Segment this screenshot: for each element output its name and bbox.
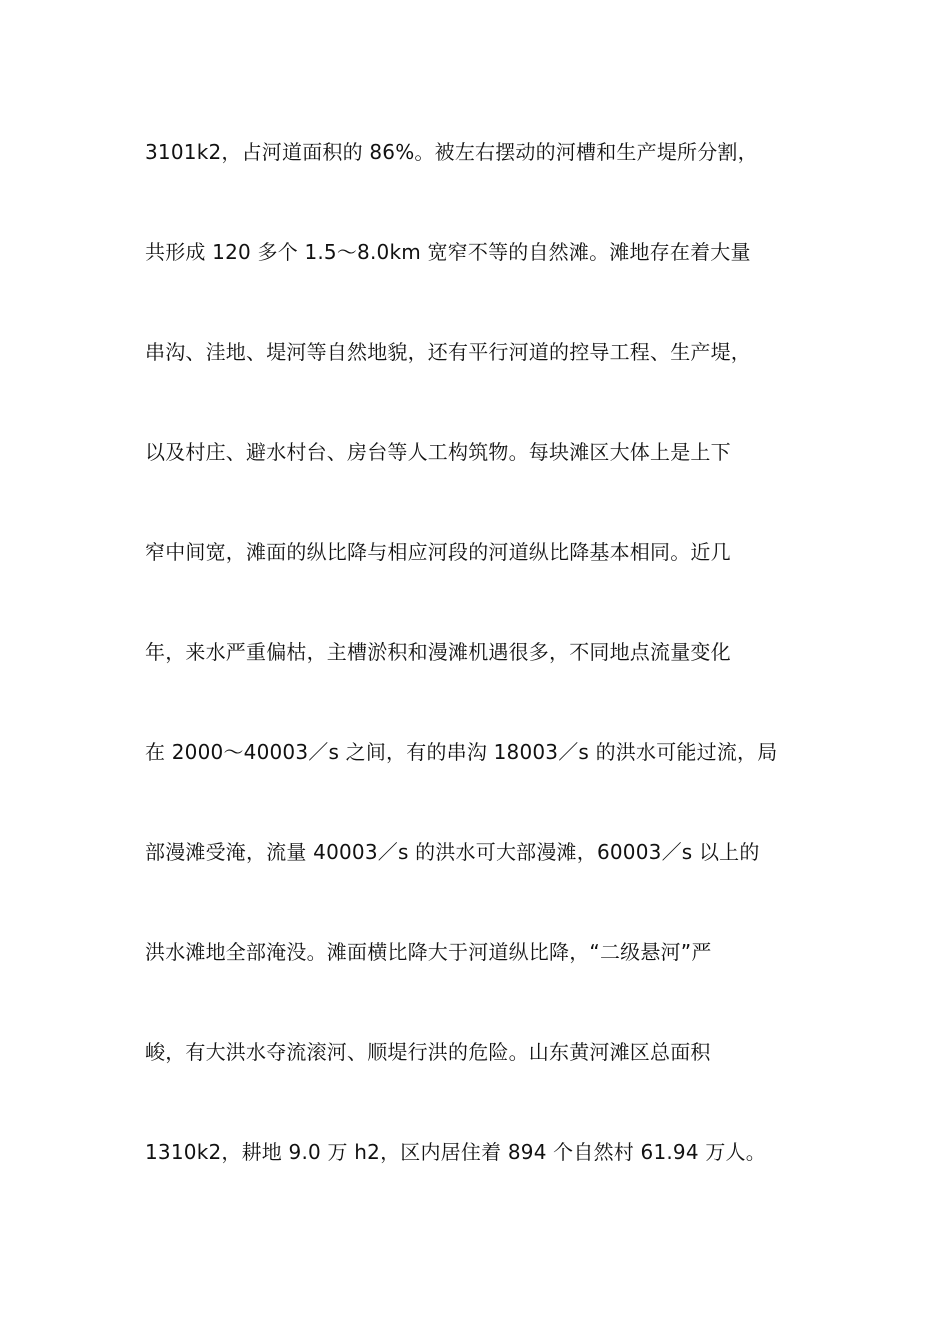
text-line: 年，来水严重偏枯，主槽淤积和漫滩机遇很多，不同地点流量变化 (145, 640, 731, 664)
text-line: 串沟、洼地、堤河等自然地貌，还有平行河道的控导工程、生产堤， (145, 340, 751, 364)
text-line: 在 2000～40003／s 之间，有的串沟 18003／s 的洪水可能过流，局 (145, 740, 778, 764)
text-line: 3101k2，占河道面积的 86%。被左右摆动的河槽和生产堤所分割， (145, 140, 758, 164)
text-line: 峻，有大洪水夺流滚河、顺堤行洪的危险。山东黄河滩区总面积 (145, 1040, 711, 1064)
text-line: 共形成 120 多个 1.5～8.0km 宽窄不等的自然滩。滩地存在着大量 (145, 240, 751, 264)
text-line: 1310k2，耕地 9.0 万 h2，区内居住着 894 个自然村 61.94 万人。 (145, 1140, 766, 1164)
text-line: 洪水滩地全部淹没。滩面横比降大于河道纵比降，“二级悬河”严 (145, 940, 712, 964)
text-line: 部漫滩受淹，流量 40003／s 的洪水可大部漫滩，60003／s 以上的 (145, 840, 760, 864)
text-line: 窄中间宽，滩面的纵比降与相应河段的河道纵比降基本相同。近几 (145, 540, 731, 564)
body-text (145, 132, 835, 1232)
text-line: 以及村庄、避水村台、房台等人工构筑物。每块滩区大体上是上下 (145, 440, 731, 464)
